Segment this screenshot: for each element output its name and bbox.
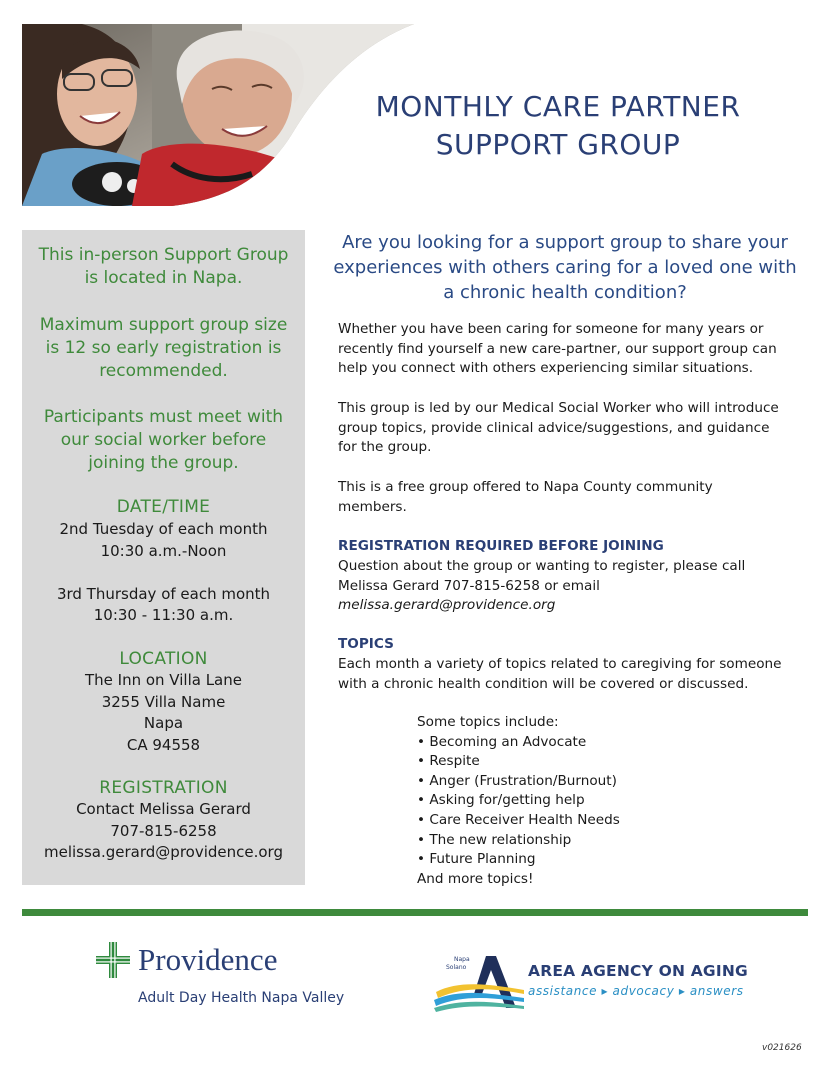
registration-paragraph [338, 557, 804, 616]
providence-name: Providence [138, 942, 278, 977]
datetime-heading: DATE/TIME [116, 497, 211, 517]
free-group-paragraph [338, 478, 804, 517]
topic-item: • Asking for/getting help [417, 792, 585, 809]
address-line: 3255 Villa Name [101, 692, 226, 711]
topic-item: • Care Receiver Health Needs [417, 811, 620, 828]
contact-phone: 707-815-6258 [110, 821, 217, 840]
leader-line: This group is led by our Medical Social Worker who will introduce [338, 400, 779, 416]
title-line-1: MONTHLY CARE PARTNER [375, 90, 741, 123]
topic-item: • Respite [417, 753, 480, 770]
registration-contact [22, 799, 305, 864]
free-group-line: members. [338, 498, 407, 515]
registration-line: Melissa Gerard 707-815-6258 or email [338, 577, 600, 594]
intro-line: Whether you have been caring for someone for many years or [338, 321, 764, 337]
datetime-line: 2nd Tuesday of each month [59, 520, 268, 538]
leader-line: group topics, provide clinical advice/suggestions, and guidance [338, 419, 770, 436]
area-agency-emblem-icon [434, 950, 526, 1016]
topics-paragraph [338, 655, 804, 694]
lead-question [328, 230, 802, 305]
address-line: CA 94558 [126, 735, 201, 754]
registration-heading: REGISTRATION [99, 778, 228, 798]
providence-subtitle: Adult Day Health Napa Valley [138, 990, 345, 1006]
participants-note [22, 406, 305, 475]
leader-line: for the group. [338, 439, 432, 456]
group-size-line: is 12 so early registration is [45, 338, 282, 358]
lead-line: a chronic health condition? [443, 282, 687, 303]
location-note [22, 244, 305, 290]
topic-item: • The new relationship [417, 831, 572, 848]
topics-intro: Some topics include: [417, 714, 559, 730]
participants-line: joining the group. [88, 453, 239, 473]
participants-line: Participants must meet with [43, 407, 284, 427]
topics-outro: And more topics! [417, 870, 534, 887]
location-heading: LOCATION [119, 649, 208, 669]
title-line-2: SUPPORT GROUP [435, 128, 681, 161]
providence-cross-icon [96, 942, 130, 978]
group-size-note [22, 314, 305, 383]
datetime-line: 3rd Thursday of each month [56, 584, 271, 603]
topics-list [417, 713, 717, 889]
registration-required-heading: REGISTRATION REQUIRED BEFORE JOINING [338, 538, 664, 554]
info-sidebar [22, 230, 305, 885]
datetime-line: 10:30 a.m.-Noon [100, 541, 227, 560]
topic-item: • Future Planning [417, 851, 536, 868]
location-note-line: is located in Napa. [84, 268, 243, 288]
area-agency-logo [434, 950, 774, 1020]
group-size-line: recommended. [99, 361, 228, 381]
intro-paragraph [338, 320, 804, 379]
datetime-spacer [22, 562, 305, 584]
area-agency-name: AREA AGENCY ON AGING [528, 962, 748, 980]
lead-line: Are you looking for a support group to share your [342, 232, 788, 253]
address-line: The Inn on Villa Lane [84, 671, 242, 689]
group-size-line: Maximum support group size [39, 315, 288, 335]
topics-line: Each month a variety of topics related to caregiving for someone [338, 656, 782, 672]
contact-name: Contact Melissa Gerard [76, 800, 251, 818]
free-group-line: This is a free group offered to Napa County community [338, 479, 713, 495]
page-title [320, 88, 796, 164]
topic-item: • Becoming an Advocate [417, 733, 587, 750]
providence-logo [96, 940, 356, 1030]
datetime-details [22, 519, 305, 627]
topics-heading: TOPICS [338, 636, 394, 652]
registration-email-link[interactable]: melissa.gerard@providence.org [338, 597, 556, 614]
topic-item: • Anger (Frustration/Burnout) [417, 772, 617, 789]
address-line: Napa [143, 714, 184, 732]
footer-divider [22, 909, 808, 916]
lead-line: experiences with others caring for a loved one with [333, 257, 797, 278]
participants-line: our social worker before [60, 430, 267, 450]
version-code: v021626 [762, 1043, 802, 1053]
location-address [22, 670, 305, 756]
topics-line: with a chronic health condition will be covered or discussed. [338, 675, 749, 692]
solano-label: Solano [446, 964, 467, 971]
intro-line: recently find yourself a new care-partner, our support group can [338, 340, 777, 357]
leader-paragraph [338, 399, 804, 458]
location-note-line: This in-person Support Group [38, 245, 289, 265]
contact-email-link[interactable]: melissa.gerard@providence.org [44, 843, 283, 861]
datetime-line: 10:30 - 11:30 a.m. [93, 606, 234, 624]
napa-label: Napa [454, 956, 470, 963]
intro-line: help you connect with others experiencing similar situations. [338, 360, 754, 377]
area-agency-tagline: assistance ▸ advocacy ▸ answers [528, 984, 744, 998]
registration-line: Question about the group or wanting to register, please call [338, 558, 746, 574]
